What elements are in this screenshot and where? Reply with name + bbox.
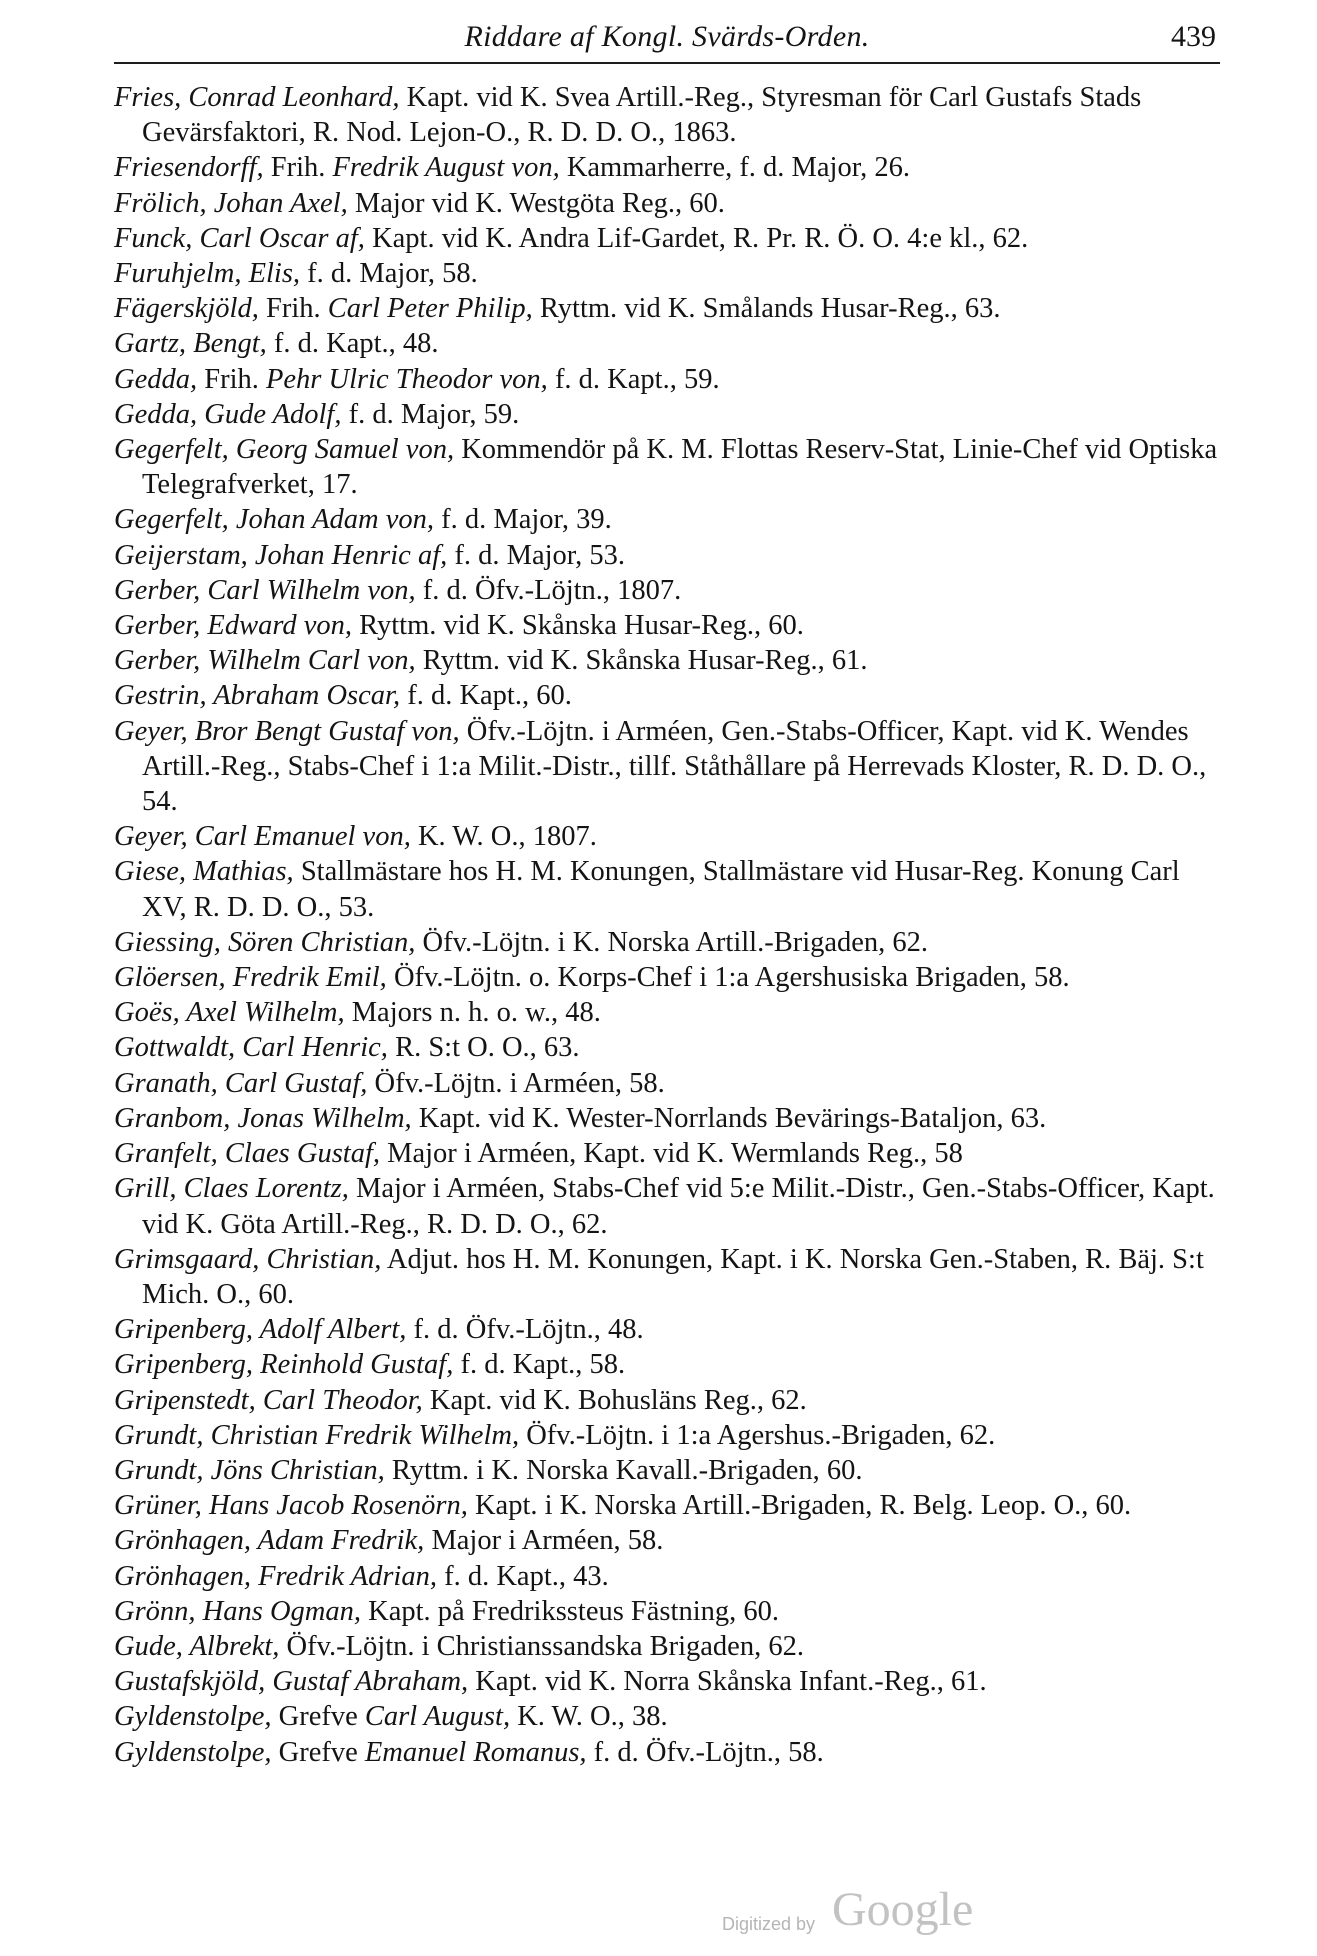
entry-name: Grimsgaard, Christian, bbox=[114, 1243, 382, 1275]
register-entry bbox=[114, 995, 1220, 1030]
entry-name: Grüner, Hans Jacob Rosenörn, bbox=[114, 1490, 468, 1522]
register-entry bbox=[114, 1136, 1220, 1171]
entry-text: Kapt. på Fredrikssteus Fästning, 60. bbox=[361, 1595, 779, 1627]
entry-name: Pehr Ulric Theodor von, bbox=[266, 363, 548, 395]
register-entry bbox=[114, 256, 1220, 291]
entry-text: Stallmästare hos H. M. Konungen, Stallmästare vid Husar-Reg. Konung Carl XV, R. D. D. O., 53. bbox=[142, 856, 1180, 923]
entry-text: Grefve bbox=[271, 1701, 365, 1733]
entry-name: Grönhagen, Adam Fredrik, bbox=[114, 1525, 425, 1557]
entry-text: Kapt. vid K. Svea Artill.-Reg., Styresman för Carl Gustafs Stads Gevärsfaktori, R. Nod. Lejon-O., R. D. D. O., 1863. bbox=[142, 82, 1142, 149]
register-entry bbox=[114, 502, 1220, 537]
entry-name: Gartz, Bengt, bbox=[114, 328, 267, 360]
entry-name: Carl August, bbox=[364, 1701, 511, 1733]
entry-name: Gedda, Gude Adolf, bbox=[114, 398, 342, 430]
register-entry bbox=[114, 1629, 1220, 1664]
entry-name: Gegerfelt, Johan Adam von, bbox=[114, 504, 435, 536]
entry-name: Gerber, Wilhelm Carl von, bbox=[114, 645, 416, 677]
entry-name: Giese, Mathias, bbox=[114, 856, 294, 888]
register-entry bbox=[114, 1523, 1220, 1558]
entry-text: Kapt. i K. Norska Artill.-Brigaden, R. Belg. Leop. O., 60. bbox=[467, 1490, 1132, 1522]
entry-name: Granath, Carl Gustaf, bbox=[114, 1067, 368, 1099]
entry-name: Gerber, Carl Wilhelm von, bbox=[114, 574, 416, 606]
register-entry bbox=[114, 1418, 1220, 1453]
digitization-watermark bbox=[722, 1882, 1022, 1942]
entry-text: Öfv.-Löjtn. i Arméen, Gen.-Stabs-Officer, Kapt. vid K. Wendes Artill.-Reg., Stabs-Chef i 1:a Milit.-Distr., tillf. Ståthållare på Herrevads Kloster, R. D. D. O., 54. bbox=[142, 715, 1207, 818]
book-page bbox=[114, 18, 1220, 1770]
entry-name: Gegerfelt, Georg Samuel von, bbox=[114, 434, 455, 466]
register-entry bbox=[114, 291, 1220, 326]
entry-name: Grundt, Christian Fredrik Wilhelm, bbox=[114, 1419, 520, 1451]
entry-name: Geyer, Bror Bengt Gustaf von, bbox=[114, 715, 460, 747]
entry-text: f. d. Major, 59. bbox=[341, 398, 520, 430]
entry-name: Granfelt, Claes Gustaf, bbox=[114, 1138, 381, 1170]
register-entry bbox=[114, 1030, 1220, 1065]
entry-text: Öfv.-Löjtn. i 1:a Agershus.-Brigaden, 62. bbox=[519, 1419, 996, 1451]
register-entry bbox=[114, 1699, 1220, 1734]
entry-text: Kommendör på K. M. Flottas Reserv-Stat, Linie-Chef vid Optiska Telegrafverket, 17. bbox=[142, 434, 1218, 501]
entry-text: f. d. Major, 39. bbox=[434, 504, 612, 536]
entry-name: Geijerstam, Johan Henric af, bbox=[114, 539, 448, 571]
entry-name: Gripenstedt, Carl Theodor, bbox=[114, 1384, 423, 1416]
entry-name: Gottwaldt, Carl Henric, bbox=[114, 1032, 388, 1064]
entry-name: Grönn, Hans Ogman, bbox=[114, 1595, 362, 1627]
register-entry bbox=[114, 362, 1220, 397]
register-entry bbox=[114, 1383, 1220, 1418]
entry-name: Grundt, Jöns Christian, bbox=[114, 1454, 385, 1486]
register-entry bbox=[114, 432, 1220, 502]
entry-name: Granbom, Jonas Wilhelm, bbox=[114, 1102, 412, 1134]
register-entry bbox=[114, 573, 1220, 608]
page-number: 439 bbox=[1171, 20, 1216, 53]
register-entry bbox=[114, 608, 1220, 643]
entry-text: Kapt. vid K. Andra Lif-Gardet, R. Pr. R. Ö. O. 4:e kl., 62. bbox=[364, 222, 1029, 254]
register-entry bbox=[114, 1559, 1220, 1594]
register-entry bbox=[114, 326, 1220, 361]
entry-text: f. d. Öfv.-Löjtn., 58. bbox=[586, 1736, 824, 1768]
entry-text: Frih. bbox=[197, 363, 266, 395]
entry-text: Major vid K. Westgöta Reg., 60. bbox=[347, 187, 725, 219]
entry-text: Ryttm. vid K. Smålands Husar-Reg., 63. bbox=[532, 293, 1001, 325]
entry-text: Ryttm. vid K. Skånska Husar-Reg., 61. bbox=[415, 645, 868, 677]
entry-name: Grönhagen, Fredrik Adrian, bbox=[114, 1560, 437, 1592]
entry-text: f. d. Öfv.-Löjtn., 48. bbox=[406, 1314, 644, 1346]
entry-name: Friesendorff, bbox=[114, 152, 264, 184]
register-entry bbox=[114, 397, 1220, 432]
register-entry bbox=[114, 186, 1220, 221]
entry-name: Carl Peter Philip, bbox=[327, 293, 533, 325]
register-entry bbox=[114, 925, 1220, 960]
entry-text: Frih. bbox=[258, 293, 328, 325]
entry-text: Kammarherre, f. d. Major, 26. bbox=[559, 152, 910, 184]
register-entry bbox=[114, 1101, 1220, 1136]
entry-text: Frih. bbox=[263, 152, 333, 184]
register-entry bbox=[114, 714, 1220, 820]
entry-name: Furuhjelm, Elis, bbox=[114, 258, 301, 290]
entry-name: Gripenberg, Reinhold Gustaf, bbox=[114, 1349, 454, 1381]
entry-name: Fägerskjöld, bbox=[114, 293, 259, 325]
register-entries bbox=[114, 80, 1220, 1770]
register-entry bbox=[114, 678, 1220, 713]
entry-text: Kapt. vid K. Wester-Norrlands Bevärings-Bataljon, 63. bbox=[411, 1102, 1047, 1134]
entry-name: Fries, Conrad Leonhard, bbox=[114, 82, 400, 113]
entry-name: Gestrin, Abraham Oscar, bbox=[114, 680, 401, 712]
digitized-by-label: Digitized by bbox=[722, 1914, 816, 1934]
entry-text: K. W. O., 38. bbox=[510, 1701, 668, 1733]
register-entry bbox=[114, 1312, 1220, 1347]
entry-text: Grefve bbox=[271, 1736, 365, 1768]
entry-text: f. d. Öfv.-Löjtn., 1807. bbox=[415, 574, 682, 606]
entry-text: Ryttm. vid K. Skånska Husar-Reg., 60. bbox=[352, 610, 804, 642]
register-entry bbox=[114, 1488, 1220, 1523]
entry-text: f. d. Major, 58. bbox=[300, 258, 478, 290]
register-entry bbox=[114, 221, 1220, 256]
entry-text: f. d. Kapt., 43. bbox=[436, 1560, 609, 1592]
register-entry bbox=[114, 1594, 1220, 1629]
entry-name: Giessing, Sören Christian, bbox=[114, 926, 416, 958]
register-entry bbox=[114, 538, 1220, 573]
entry-name: Gripenberg, Adolf Albert, bbox=[114, 1314, 407, 1346]
entry-name: Frölich, Johan Axel, bbox=[114, 187, 348, 219]
entry-text: Öfv.-Löjtn. i K. Norska Artill.-Brigaden, 62. bbox=[415, 926, 929, 958]
entry-text: K. W. O., 1807. bbox=[410, 821, 597, 853]
entry-name: Gude, Albrekt, bbox=[114, 1630, 280, 1662]
entry-name: Emanuel Romanus, bbox=[364, 1736, 587, 1768]
entry-text: Öfv.-Löjtn. i Christianssandska Brigaden, 62. bbox=[279, 1630, 804, 1662]
register-entry bbox=[114, 1735, 1220, 1770]
entry-name: Gyldenstolpe, bbox=[114, 1736, 272, 1768]
register-entry bbox=[114, 1242, 1220, 1312]
entry-text: Major i Arméen, Kapt. vid K. Wermlands Reg., 58 bbox=[380, 1138, 963, 1170]
entry-name: Gyldenstolpe, bbox=[114, 1701, 272, 1733]
register-entry bbox=[114, 960, 1220, 995]
entry-name: Fredrik August von, bbox=[332, 152, 560, 184]
register-entry bbox=[114, 1171, 1220, 1241]
entry-text: Kapt. vid K. Norra Skånska Infant.-Reg., 61. bbox=[468, 1666, 987, 1698]
entry-text: Majors n. h. o. w., 48. bbox=[344, 997, 601, 1029]
register-entry bbox=[114, 1347, 1220, 1382]
entry-name: Gustafskjöld, Gustaf Abraham, bbox=[114, 1666, 469, 1698]
entry-text: Öfv.-Löjtn. i Arméen, 58. bbox=[367, 1067, 665, 1099]
entry-text: Öfv.-Löjtn. o. Korps-Chef i 1:a Agershusiska Brigaden, 58. bbox=[386, 962, 1070, 994]
entry-name: Glöersen, Fredrik Emil, bbox=[114, 962, 387, 994]
entry-text: Kapt. vid K. Bohusläns Reg., 62. bbox=[422, 1384, 807, 1416]
page-header bbox=[114, 18, 1220, 64]
entry-text: f. d. Kapt., 60. bbox=[400, 680, 572, 712]
entry-text: R. S:t O. O., 63. bbox=[387, 1032, 580, 1064]
google-logo: Google bbox=[832, 1883, 974, 1936]
register-entry bbox=[114, 80, 1220, 150]
entry-name: Goës, Axel Wilhelm, bbox=[114, 997, 345, 1029]
register-entry bbox=[114, 150, 1220, 185]
entry-text: f. d. Major, 53. bbox=[447, 539, 625, 571]
entry-name: Funck, Carl Oscar af, bbox=[114, 222, 365, 254]
register-entry bbox=[114, 1066, 1220, 1101]
entry-name: Gedda, bbox=[114, 363, 198, 395]
register-entry bbox=[114, 1664, 1220, 1699]
register-entry bbox=[114, 854, 1220, 924]
entry-text: Adjut. hos H. M. Konungen, Kapt. i K. Norska Gen.-Staben, R. Bäj. S:t Mich. O., 60. bbox=[142, 1243, 1204, 1310]
running-title: Riddare af Kongl. Svärds-Orden. bbox=[464, 20, 870, 53]
register-entry bbox=[114, 1453, 1220, 1488]
entry-name: Gerber, Edward von, bbox=[114, 610, 353, 642]
entry-text: Major i Arméen, 58. bbox=[424, 1525, 664, 1557]
entry-name: Grill, Claes Lorentz, bbox=[114, 1173, 349, 1205]
entry-text: Major i Arméen, Stabs-Chef vid 5:e Milit.-Distr., Gen.-Stabs-Officer, Kapt. vid K. Göta Artill.-Reg., R. D. D. O., 62. bbox=[142, 1173, 1215, 1240]
entry-text: Ryttm. i K. Norska Kavall.-Brigaden, 60. bbox=[384, 1454, 863, 1486]
register-entry bbox=[114, 819, 1220, 854]
register-entry bbox=[114, 643, 1220, 678]
entry-text: f. d. Kapt., 48. bbox=[266, 328, 439, 360]
entry-name: Geyer, Carl Emanuel von, bbox=[114, 821, 411, 853]
entry-text: f. d. Kapt., 59. bbox=[547, 363, 720, 395]
entry-text: f. d. Kapt., 58. bbox=[453, 1349, 626, 1381]
